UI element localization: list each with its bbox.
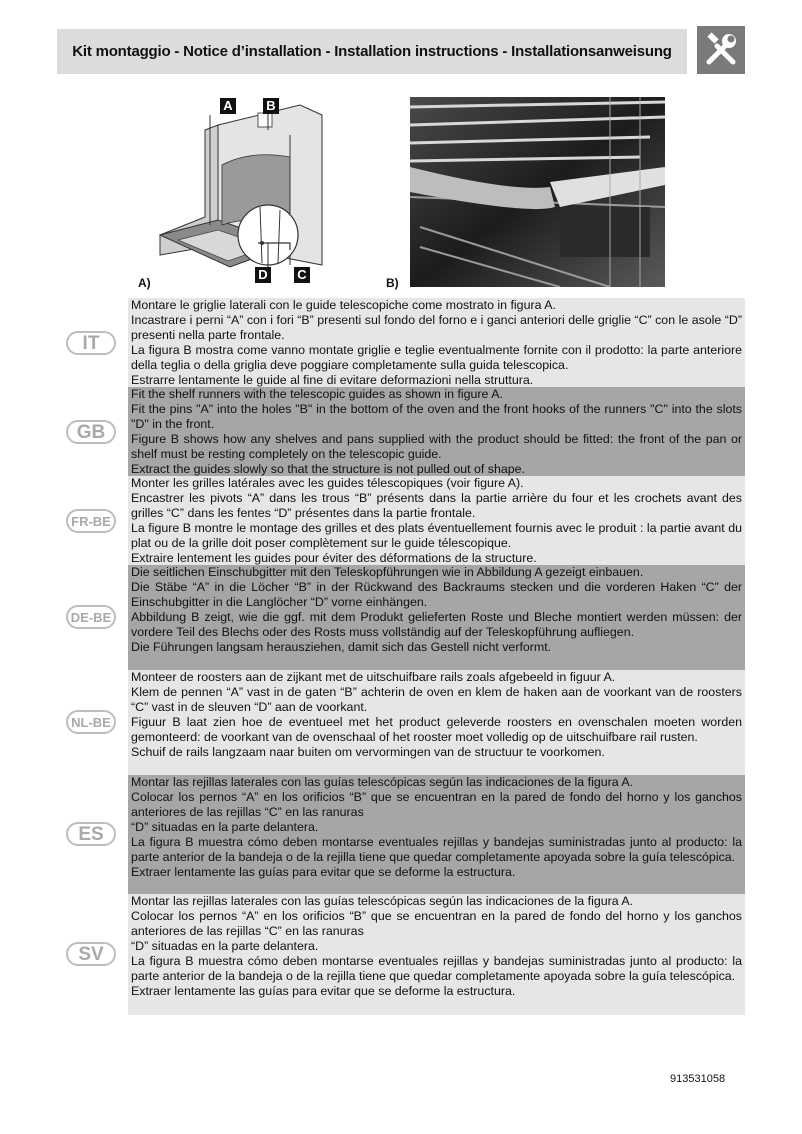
figure-label-b: B xyxy=(263,98,279,114)
section-line: Fit the shelf runners with the telescopic guides as shown in figure A. xyxy=(131,387,503,401)
figure-a xyxy=(150,95,332,287)
section-line: La figura B mostra come vanno montate griglie e teglie eventualmente fornite con il prodotto: la parte anteriore della teglia o della griglia deve poggiare completamente sulla guida telescopica. xyxy=(131,343,742,372)
page-title: Kit montaggio - Notice d’installation - Installation instructions - Installationsanweisung xyxy=(72,43,672,60)
section-gb xyxy=(76,387,745,476)
language-badge-gb: GB xyxy=(66,420,116,444)
section-line: Incastrare i perni “A” con i fori “B” presenti sul fondo del forno e i ganci anteriori delle griglie “C” con le asole “D” presenti nella parte frontale. xyxy=(131,313,742,342)
section-line: Colocar los pernos “A” en los orificios “B” que se encuentran en la pared de fondo del horno y los ganchos anteriores de las rejillas “C” en las ranuras xyxy=(131,790,742,819)
section-line: Die Führungen langsam herausziehen, damit sich das Gestell nicht verformt. xyxy=(131,640,552,654)
figure-b-photo xyxy=(410,97,665,287)
language-badge-nl-be: NL-BE xyxy=(66,710,116,734)
language-badge-it: IT xyxy=(66,331,116,355)
section-line: Schuif de rails langzaam naar buiten om vervormingen van de structuur te voorkomen. xyxy=(131,745,605,759)
section-line: Klem de pennen “A” vast in de gaten “B” achterin de oven en klem de haken aan de voorkant van de roosters “C” vast in de sleuven “D” aan de voorkant. xyxy=(131,685,742,714)
language-badge-fr-be: FR-BE xyxy=(66,509,116,533)
section-line: Estrarre lentamente le guide al fine di evitare deformazioni nella struttura. xyxy=(131,373,534,387)
section-line: Monteer de roosters aan de zijkant met de uitschuifbare rails zoals afgebeeld in figuur A. xyxy=(131,670,616,684)
language-badge-de-be: DE-BE xyxy=(66,605,116,629)
section-line: Montare le griglie laterali con le guide telescopiche come mostrato in figura A. xyxy=(131,298,556,312)
section-line: Monter les grilles latérales avec les guides télescopiques (voir figure A). xyxy=(131,476,524,490)
section-line: “D” situadas en la parte delantera. xyxy=(131,820,319,834)
header-bar xyxy=(57,29,687,74)
section-de-be xyxy=(70,565,745,670)
section-line: Montar las rejillas laterales con las guías telescópicas según las indicaciones de la figura A. xyxy=(131,894,634,908)
section-line: Abbildung B zeigt, wie die ggf. mit dem Produkt gelieferten Roste und Bleche montiert werden müssen: der vordere Teil des Blechs oder des Rosts muss vollständig auf der Teleskopführung aufliegen. xyxy=(131,610,742,639)
section-line: Die Stäbe “A” in die Löcher “B” in der Rückwand des Backraums stecken und die vorderen Haken “C” der Einschubgitter in die Langlöcher “D” vorne einhängen. xyxy=(131,580,742,609)
section-line: La figura B muestra cómo deben montarse eventuales rejillas y bandejas suministradas junto al producto: la parte anterior de la bandeja o de la rejilla tiene que quedar completamente apoyada sobre la guía telescópica. xyxy=(131,835,742,864)
section-sv xyxy=(78,894,745,1015)
section-line: La figure B montre le montage des grilles et des plats éventuellement fournis avec le produit : la partie avant du plat ou de la grille doit poser complètement sur le guide télescopique. xyxy=(131,521,742,550)
section-line: Extraire lentement les guides pour éviter des déformations de la structure. xyxy=(131,551,537,565)
section-line: Fit the pins "A" into the holes "B" in the bottom of the oven and the front hooks of the runners "C" into the slots "D" in the front. xyxy=(131,402,742,431)
section-line: Extract the guides slowly so that the structure is not pulled out of shape. xyxy=(131,462,525,476)
section-line: Colocar los pernos “A” en los orificios “B” que se encuentran en la pared de fondo del horno y los ganchos anteriores de las rejillas “C” en las ranuras xyxy=(131,909,742,938)
section-line: “D” situadas en la parte delantera. xyxy=(131,939,319,953)
section-nl-be xyxy=(71,670,745,775)
figure-b xyxy=(410,97,665,287)
figure-label-a: A xyxy=(220,98,236,114)
section-line: Figure B shows how any shelves and pans supplied with the product should be fitted: the front of the pan or shelf must be resting completely on the telescopic guide. xyxy=(131,432,742,461)
section-line: Figuur B laat zien hoe de eventueel met het product geleverde roosters en ovenschalen moeten worden gemonteerd: de voorkant van de ovenschaal of het rooster moet volledig op de uitschuifbare rail rusten. xyxy=(131,715,742,744)
figure-a-caption: A) xyxy=(138,276,151,290)
section-es xyxy=(78,775,745,894)
section-line: La figura B muestra cómo deben montarse eventuales rejillas y bandejas suministradas junto al producto: la parte anterior de la bandeja o de la rejilla tiene que quedar completamente apoyada sobre la guía telescópica. xyxy=(131,954,742,983)
section-line: Extraer lentamente las guías para evitar que se deforme la estructura. xyxy=(131,865,516,879)
section-line: Die seitlichen Einschubgitter mit den Teleskopführungen wie in Abbildung A gezeigt einbauen. xyxy=(131,565,644,579)
figure-label-c: C xyxy=(294,267,310,283)
document-code: 913531058 xyxy=(670,1073,726,1085)
section-fr-be xyxy=(71,476,745,565)
section-it xyxy=(82,298,745,387)
figure-b-caption: B) xyxy=(386,276,399,290)
language-badge-es: ES xyxy=(66,822,116,846)
section-line: Extraer lentamente las guías para evitar que se deforme la estructura. xyxy=(131,984,516,998)
section-line: Montar las rejillas laterales con las guías telescópicas según las indicaciones de la figura A. xyxy=(131,775,634,789)
figure-a-drawing xyxy=(150,95,332,287)
language-badge-sv: SV xyxy=(66,942,116,966)
instructions-table xyxy=(70,298,745,1015)
figure-label-d: D xyxy=(255,267,271,283)
tools-icon xyxy=(697,26,745,74)
section-line: Encastrer les pivots “A” dans les trous “B” présents dans la partie arrière du four et les crochets avant des grilles “C” dans les fentes “D” présentes dans la partie frontale. xyxy=(131,491,742,520)
